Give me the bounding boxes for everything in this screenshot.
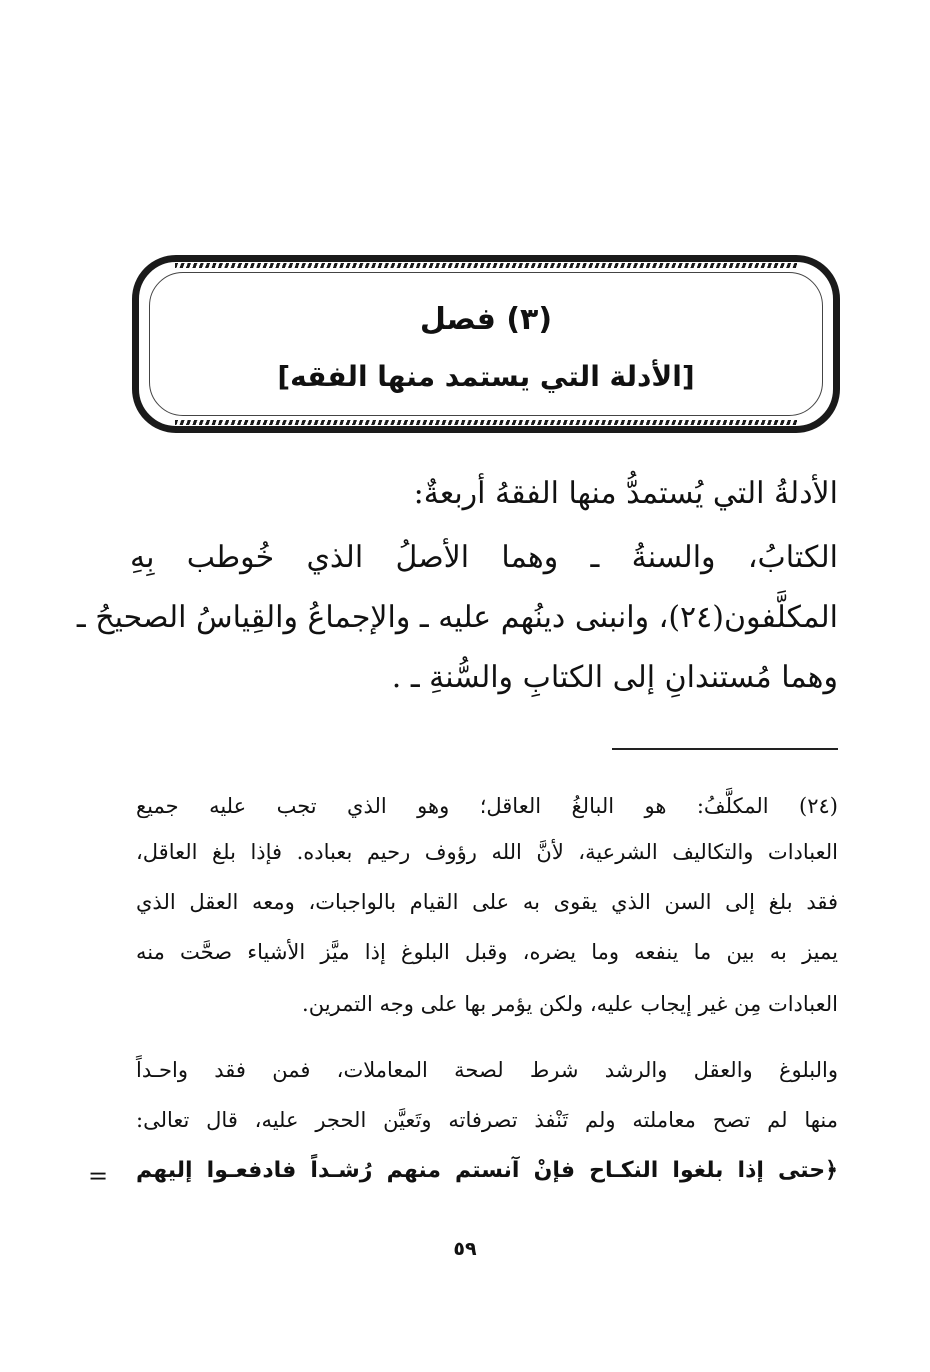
main-line-2: الكتابُ، والسنةُ ـ وهما الأصلُ الذي خُوطب بِهِ xyxy=(130,540,838,575)
main-line-3: المكلَّفون(٢٤)، وانبنى دينُهم عليه ـ والإجماعُ والقِياسُ الصحيحُ ـ xyxy=(76,600,838,635)
footnote-line-1: (٢٤) المكلَّفُ: هو البالغُ العاقل؛ وهو الذي تجب عليه جميع xyxy=(136,794,838,818)
footnote-line-6: والبلوغ والعقل والرشد شرط لصحة المعاملات، فمن فقد واحـداً xyxy=(136,1058,838,1082)
page-number: ٥٩ xyxy=(453,1238,477,1260)
footnote-verse-line: ﴿حتى إذا بلغوا النكـاح فإنْ آنستم منهم رُشـداً فادفعـوا إليهم xyxy=(136,1158,838,1183)
footnote-separator xyxy=(612,748,838,750)
continuation-mark: = xyxy=(88,1162,109,1190)
main-text xyxy=(76,0,838,720)
main-line-4: وهما مُستندانِ إلى الكتابِ والسُّنةِ ـ . xyxy=(391,660,838,695)
footnote-line-3: فقد بلغ إلى السن الذي يقوى به على القيام بالواجبات، ومعه العقل الذي xyxy=(136,890,838,914)
footnote-line-2: العبادات والتكاليف الشرعية، لأنَّ الله رؤوف رحيم بعباده. فإذا بلغ العاقل، xyxy=(136,840,838,864)
footnote-line-7: منها لم تصح معاملته ولم تَنْفذ تصرفاته وتَعيَّن الحجر عليه، قال تعالى: xyxy=(136,1108,838,1132)
chapter-number: (٣) فصل xyxy=(419,302,553,337)
footnote-line-5: العبادات مِن غير إيجاب عليه، ولكن يؤمر بها على وجه التمرين. xyxy=(302,992,838,1016)
footnote-line-4: يميز به بين ما ينفعه وما يضره، وقبل البلوغ إذا ميَّز الأشياء صحَّت منه xyxy=(136,940,838,964)
main-line-1: الأدلةُ التي يُستمدُّ منها الفقهُ أربعةٌ: xyxy=(413,476,838,511)
chapter-title: [الأدلة التي يستمد منها الفقه] xyxy=(277,360,695,393)
